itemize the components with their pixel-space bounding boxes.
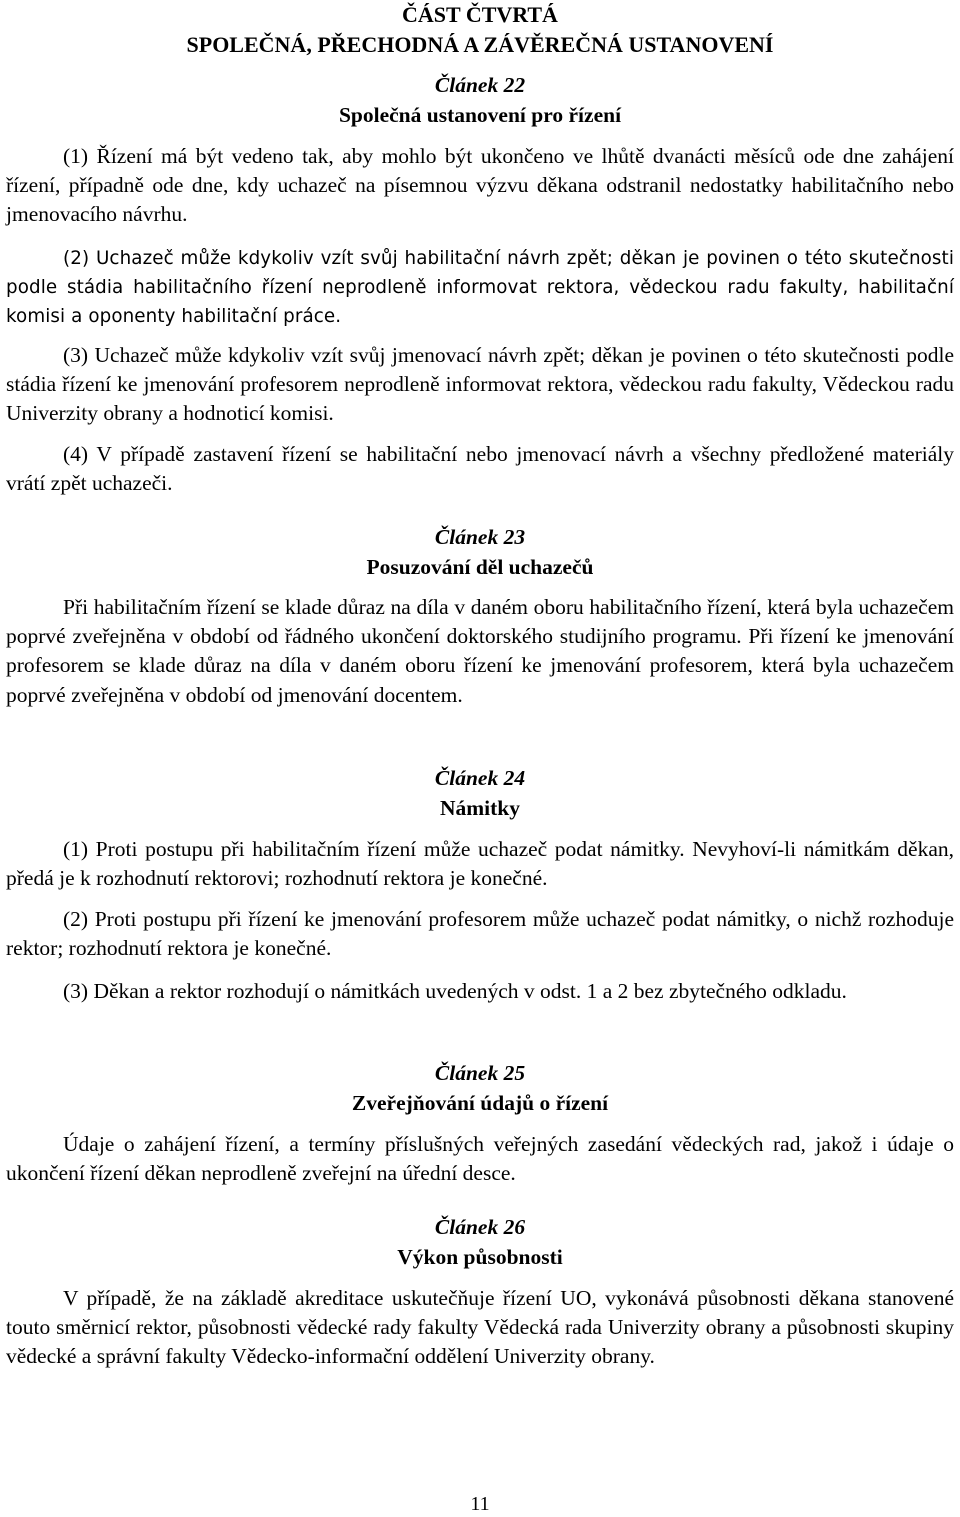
article-22-paragraph-4: (4) V případě zastavení řízení se habilitační nebo jmenovací návrh a všechny předložené materiály vrátí zpět uchazeči.	[6, 442, 954, 496]
article-title: Zveřejňování údajů o řízení	[351, 1091, 609, 1115]
article-24-paragraph-2: (2) Proti postupu při řízení ke jmenování profesorem může uchazeč podat námitky, o nichž rozhoduje rektor; rozhodnutí rektora je konečné.	[6, 907, 954, 961]
article-24-paragraph-1: (1) Proti postupu při habilitačním řízení může uchazeč podat námitky. Nevyhoví-li námitkám děkan, předá je k rozhodnutí rektorovi; rozhodnutí rektora je konečné.	[6, 837, 954, 891]
article-23-paragraph-1: Při habilitačním řízení se klade důraz na díla v daném oboru habilitačního řízení, která byla uchazečem poprvé zveřejněna v období od řádného ukončení doktorského studijního programu. Při řízení ke jmenování profesorem se klade důraz na díla v daném oboru řízení ke jmenování profesorem, která byla uchazečem poprvé zveřejněna v období od jmenování docentem.	[6, 595, 954, 707]
article-number: Článek 25	[434, 1061, 526, 1085]
article-22-paragraph-1: (1) Řízení má být vedeno tak, aby mohlo být ukončeno ve lhůtě dvanácti měsíců ode dne zahájení řízení, případně ode dne, kdy uchazeč na písemnou výzvu děkana odstranil nedostatky habilitačního nebo jmenovacího návrhu.	[6, 144, 954, 227]
article-22-paragraph-3: (3) Uchazeč může kdykoliv vzít svůj jmenovací návrh zpět; děkan je povinen o této skutečnosti podle stádia řízení ke jmenování profesorem neprodleně informovat rektora, vědeckou radu fakulty, Vědeckou radu Univerzity obrany a hodnoticí komisi.	[6, 343, 954, 426]
article-number: Článek 23	[434, 525, 526, 549]
article-number: Článek 22	[434, 73, 526, 97]
article-number: Článek 24	[434, 766, 526, 790]
article-26-heading	[0, 1212, 960, 1272]
page-number: 11	[470, 1493, 490, 1515]
article-title: Výkon působnosti	[397, 1245, 563, 1269]
article-title: Posuzování děl uchazečů	[366, 555, 594, 579]
article-25-heading	[0, 1058, 960, 1118]
article-26-paragraph-1: V případě, že na základě akreditace uskutečňuje řízení UO, vykonává působnosti děkana stanovené touto směrnicí rektor, působnosti vědecké rady fakulty Vědecká rada Univerzity obrany a působnosti skupiny vědecké a správní fakulty Vědecko-informační oddělení Univerzity obrany.	[6, 1286, 954, 1369]
article-22-paragraph-2: (2) Uchazeč může kdykoliv vzít svůj habilitační návrh zpět; děkan je povinen o této skutečnosti podle stádia habilitačního řízení neprodleně informovat rektora, vědeckou radu fakulty, habilitační komisi a oponenty habilitační práce.	[6, 248, 954, 328]
article-25-paragraph-1: Údaje o zahájení řízení, a termíny příslušných veřejných zasedání vědeckých rad, jakož i údaje o ukončení řízení děkan neprodleně zveřejní na úřední desce.	[6, 1132, 954, 1186]
article-23-heading	[0, 522, 960, 582]
article-24-heading	[0, 763, 960, 823]
article-title: Námitky	[439, 796, 521, 820]
part-title: SPOLEČNÁ, PŘECHODNÁ A ZÁVĚREČNÁ USTANOVENÍ	[186, 32, 774, 57]
part-label: ČÁST ČTVRTÁ	[402, 2, 558, 27]
article-title: Společná ustanovení pro řízení	[338, 103, 622, 127]
article-number: Článek 26	[434, 1215, 526, 1239]
article-22-heading	[0, 70, 960, 130]
article-24-paragraph-3: (3) Děkan a rektor rozhodují o námitkách uvedených v odst. 1 a 2 bez zbytečného odkladu.	[63, 979, 847, 1003]
